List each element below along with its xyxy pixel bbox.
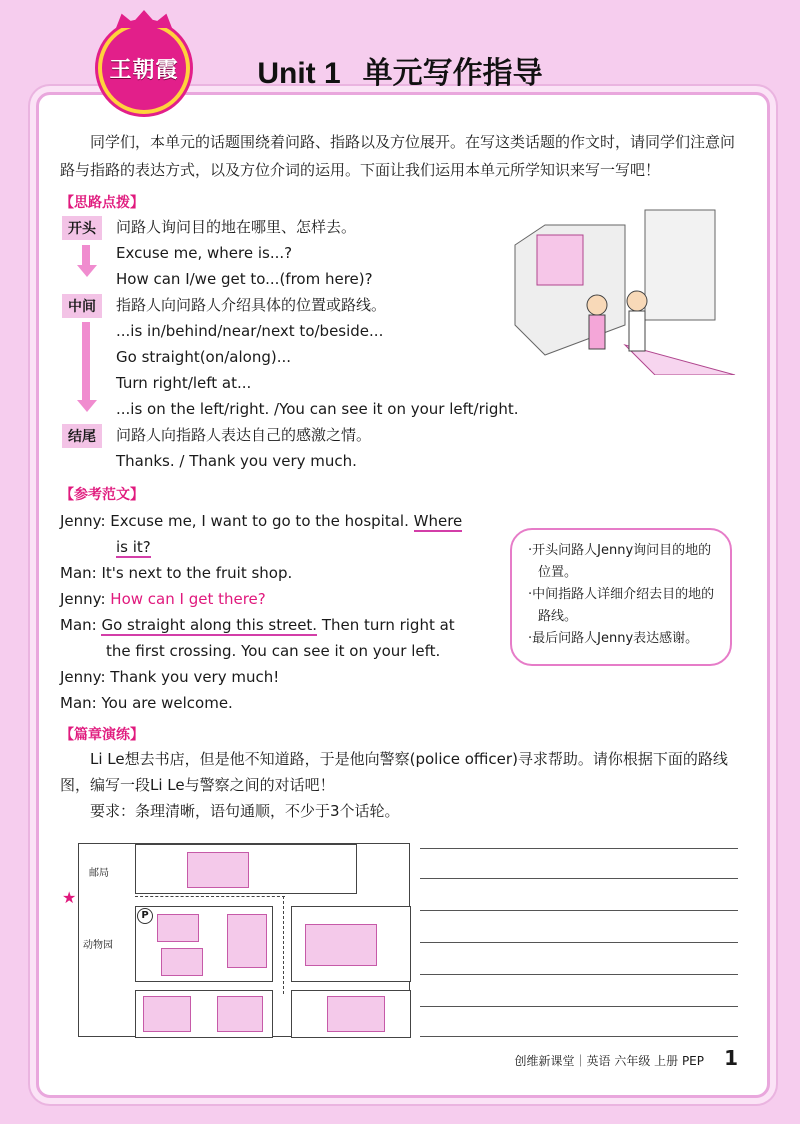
thinking-line: Turn right/left at... [116,374,252,392]
building-icon [187,852,249,888]
crown-icon [116,10,172,28]
note-item: ·最后问路人Jenny表达感谢。 [528,631,699,646]
title-text: 单元写作指导 [362,57,543,90]
dialogue-line [60,690,500,716]
writing-line[interactable] [420,848,738,849]
note-item: ·中间指路人详细介绍去目的地的路线。 [528,587,715,624]
arrow-down-icon [77,245,95,277]
dialogue-line [60,560,500,586]
writing-line[interactable] [420,878,738,879]
thinking-heading: 【思路点拨】 [60,195,144,211]
dialogue-line [60,612,500,638]
intro-paragraph: 同学们，本单元的话题围绕着问路、指路以及方位展开。在写这类话题的作文时，请同学们注意问路与指路的表达方式，以及方位介词的运用。下面让我们运用本单元所学知识来写一写吧！ [60,133,736,179]
thinking-line: Excuse me, where is...? [116,244,293,262]
thinking-line: How can I/we get to...(from here)? [116,270,373,288]
tips-note [510,528,732,666]
dialogue-line [60,586,500,612]
thinking-line: Go straight(on/along)... [116,348,292,366]
dialogue-text: Then turn right at [321,616,455,634]
writing-line[interactable] [420,974,738,975]
requirement-text: 要求：条理清晰，语句通顺，不少于3个话轮。 [90,802,400,820]
writing-line[interactable] [420,942,738,943]
unit-label: Unit 1 [257,57,341,90]
post-office-label: 邮局 [89,868,109,879]
tag-middle: 中间 [62,294,102,318]
dialogue-line [60,638,500,664]
route-line [135,896,285,897]
highlight-text: Go straight along this street. [101,616,318,634]
speaker: Man: [60,694,97,712]
note-item: ·开头问路人Jenny询问目的地的位置。 [528,543,712,580]
tag-start: 开头 [62,216,102,240]
highlight-text: Where [413,512,463,530]
speaker: Jenny: [60,590,106,608]
building-icon [305,924,377,966]
practice-heading: 【篇章演练】 [60,727,144,743]
thinking-line: 问路人询问目的地在哪里、怎样去。 [116,218,357,236]
zoo-label: 动物园 [83,940,113,951]
dialogue-text: It's next to the fruit shop. [101,564,293,582]
sample-dialogue [60,508,500,716]
tag-end: 结尾 [62,424,102,448]
building-icon [217,996,263,1032]
writing-line[interactable] [420,910,738,911]
footer-book-info: 创维新课堂｜英语 六年级 上册 PEP [514,1054,704,1068]
dialogue-text: You are welcome. [101,694,233,712]
dialogue-text: the first crossing. You can see it on your left. [106,642,441,660]
building-icon [327,996,385,1032]
arrow-down-icon [77,322,95,412]
highlight-text: How can I get there? [110,590,266,608]
thinking-line: 问路人向指路人表达自己的感激之情。 [116,426,372,444]
speaker: Man: [60,564,97,582]
route-map [78,843,410,1037]
dialogue-text: Thank you very much! [110,668,280,686]
thinking-line: Thanks. / Thank you very much. [116,452,357,470]
speaker: Jenny: [60,512,106,530]
page-number: 1 [724,1046,738,1070]
practice-text: Li Le想去书店，但是他不知道路，于是他向警察(police officer)寻求帮助。请你根据下面的路线图，编写一段Li Le与警察之间的对话吧！ [60,750,728,794]
building-icon [227,914,267,968]
thinking-lines [116,214,519,474]
building-icon [157,914,199,942]
dialogue-line [60,664,500,690]
speaker: Jenny: [60,668,106,686]
dialogue-text: Excuse me, I want to go to the hospital. [110,512,409,530]
writing-line[interactable] [420,1006,738,1007]
writing-line[interactable] [420,1036,738,1037]
thinking-line: 指路人向问路人介绍具体的位置或路线。 [116,296,387,314]
street-illustration [505,205,740,375]
dialogue-line [60,534,500,560]
highlight-text: is it? [116,538,151,556]
sample-heading: 【参考范文】 [60,487,144,503]
building-icon [143,996,191,1032]
logo-text: 王朝霞 [109,57,179,83]
thinking-line: ...is on the left/right. /You can see it on your left/right. [116,400,519,418]
thinking-line: ...is in/behind/near/next to/beside... [116,322,384,340]
parking-icon: P [137,908,153,924]
dialogue-line [60,508,500,534]
building-icon [161,948,203,976]
route-line [283,896,284,994]
speaker: Man: [60,616,97,634]
page-title [0,48,800,92]
start-star-icon: ★ [62,888,77,907]
